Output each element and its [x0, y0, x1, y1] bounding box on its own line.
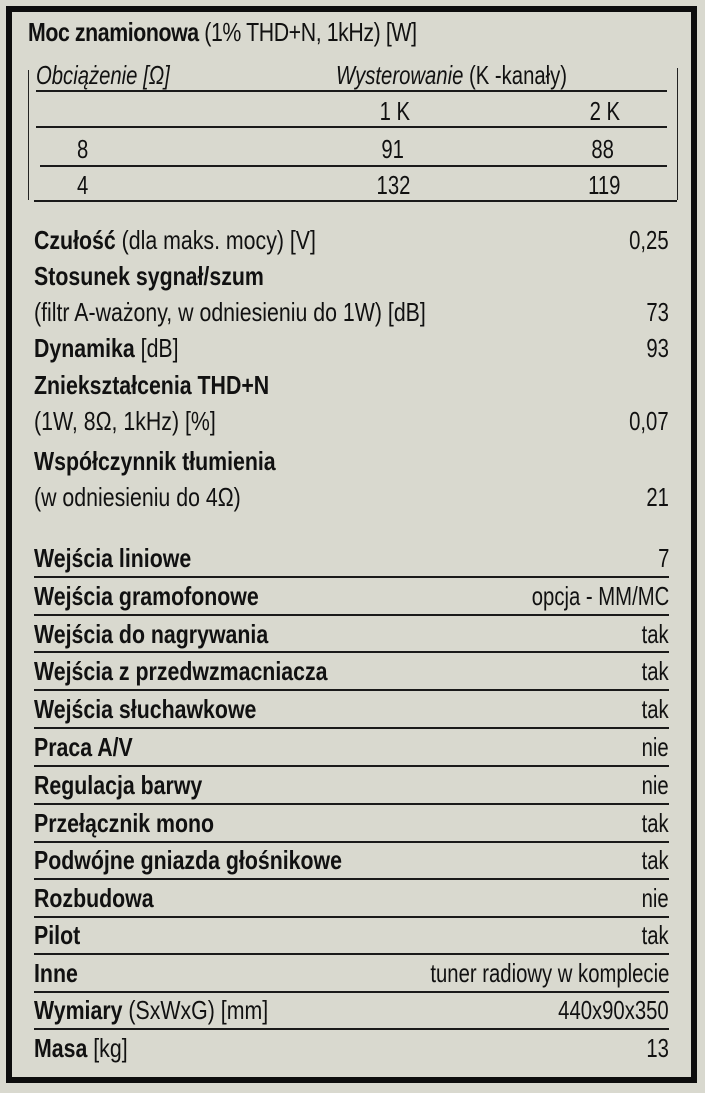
- row-divider: [34, 765, 669, 767]
- row-divider: [34, 841, 669, 843]
- spec-snr: (filtr A-ważony, w odniesieniu do 1W) [dB] 73: [34, 297, 669, 327]
- row-divider: [34, 878, 669, 880]
- feature-record-inputs: Wejścia do nagrywania tak: [34, 619, 669, 649]
- feature-remote: Pilot tak: [34, 920, 669, 950]
- feature-mass: Masa [kg] 13: [34, 1033, 669, 1063]
- table-rule: [34, 200, 677, 202]
- drive-header: Wysterowanie (K -kanały): [336, 60, 568, 90]
- row-divider: [34, 576, 669, 578]
- spec-dynamics: Dynamika [dB] 93: [34, 333, 669, 363]
- load-value-8: 8: [77, 134, 89, 164]
- feature-dual-speaker-terminals: Podwójne gniazda głośnikowe tak: [34, 845, 669, 875]
- load-header: Obciążenie [Ω]: [36, 60, 170, 90]
- feature-headphone-inputs: Wejścia słuchawkowe tak: [34, 694, 669, 724]
- power-4ohm-1k: 132: [376, 170, 410, 200]
- row-divider: [34, 614, 669, 616]
- feature-phono-inputs: Wejścia gramofonowe opcja - MM/MC: [34, 581, 669, 611]
- row-divider: [34, 727, 669, 729]
- feature-expansion: Rozbudowa nie: [34, 883, 669, 913]
- feature-tone-control: Regulacja barwy nie: [34, 770, 669, 800]
- feature-other: Inne tuner radiowy w komplecie: [34, 958, 669, 988]
- spec-damping: (w odniesieniu do 4Ω) 21: [34, 482, 669, 512]
- feature-mono-switch: Przełącznik mono tak: [34, 808, 669, 838]
- table-rule: [40, 165, 667, 167]
- row-divider: [34, 803, 669, 805]
- power-section-title: Moc znamionowa (1% THD+N, 1kHz) [W]: [28, 17, 417, 47]
- feature-av-mode: Praca A/V nie: [34, 732, 669, 762]
- column-header-1k: 1 K: [379, 96, 410, 126]
- load-value-4: 4: [77, 170, 89, 200]
- table-rule: [36, 126, 667, 128]
- feature-preamp-inputs: Wejścia z przedwzmacniacza tak: [34, 656, 669, 686]
- row-divider: [34, 651, 669, 653]
- power-8ohm-1k: 91: [381, 134, 404, 164]
- spec-sensitivity: Czułość (dla maks. mocy) [V] 0,25: [34, 225, 669, 255]
- table-rule: [36, 90, 667, 92]
- power-8ohm-2k: 88: [591, 134, 614, 164]
- table-right-border: [677, 68, 678, 200]
- feature-dimensions: Wymiary (SxWxG) [mm] 440x90x350: [34, 995, 669, 1025]
- spec-thd: (1W, 8Ω, 1kHz) [%] 0,07: [34, 406, 669, 436]
- spec-thd-title: Zniekształcenia THD+N: [34, 370, 270, 400]
- row-divider: [34, 1028, 669, 1030]
- row-divider: [34, 689, 669, 691]
- row-divider: [34, 953, 669, 955]
- spec-damping-title: Współczynnik tłumienia: [34, 446, 276, 476]
- column-header-2k: 2 K: [589, 96, 620, 126]
- power-4ohm-2k: 119: [587, 170, 620, 200]
- row-divider: [34, 991, 669, 993]
- table-left-border: [28, 70, 29, 200]
- row-divider: [34, 916, 669, 918]
- feature-line-inputs: Wejścia liniowe 7: [34, 543, 669, 573]
- spec-snr-title: Stosunek sygnał/szum: [34, 261, 264, 291]
